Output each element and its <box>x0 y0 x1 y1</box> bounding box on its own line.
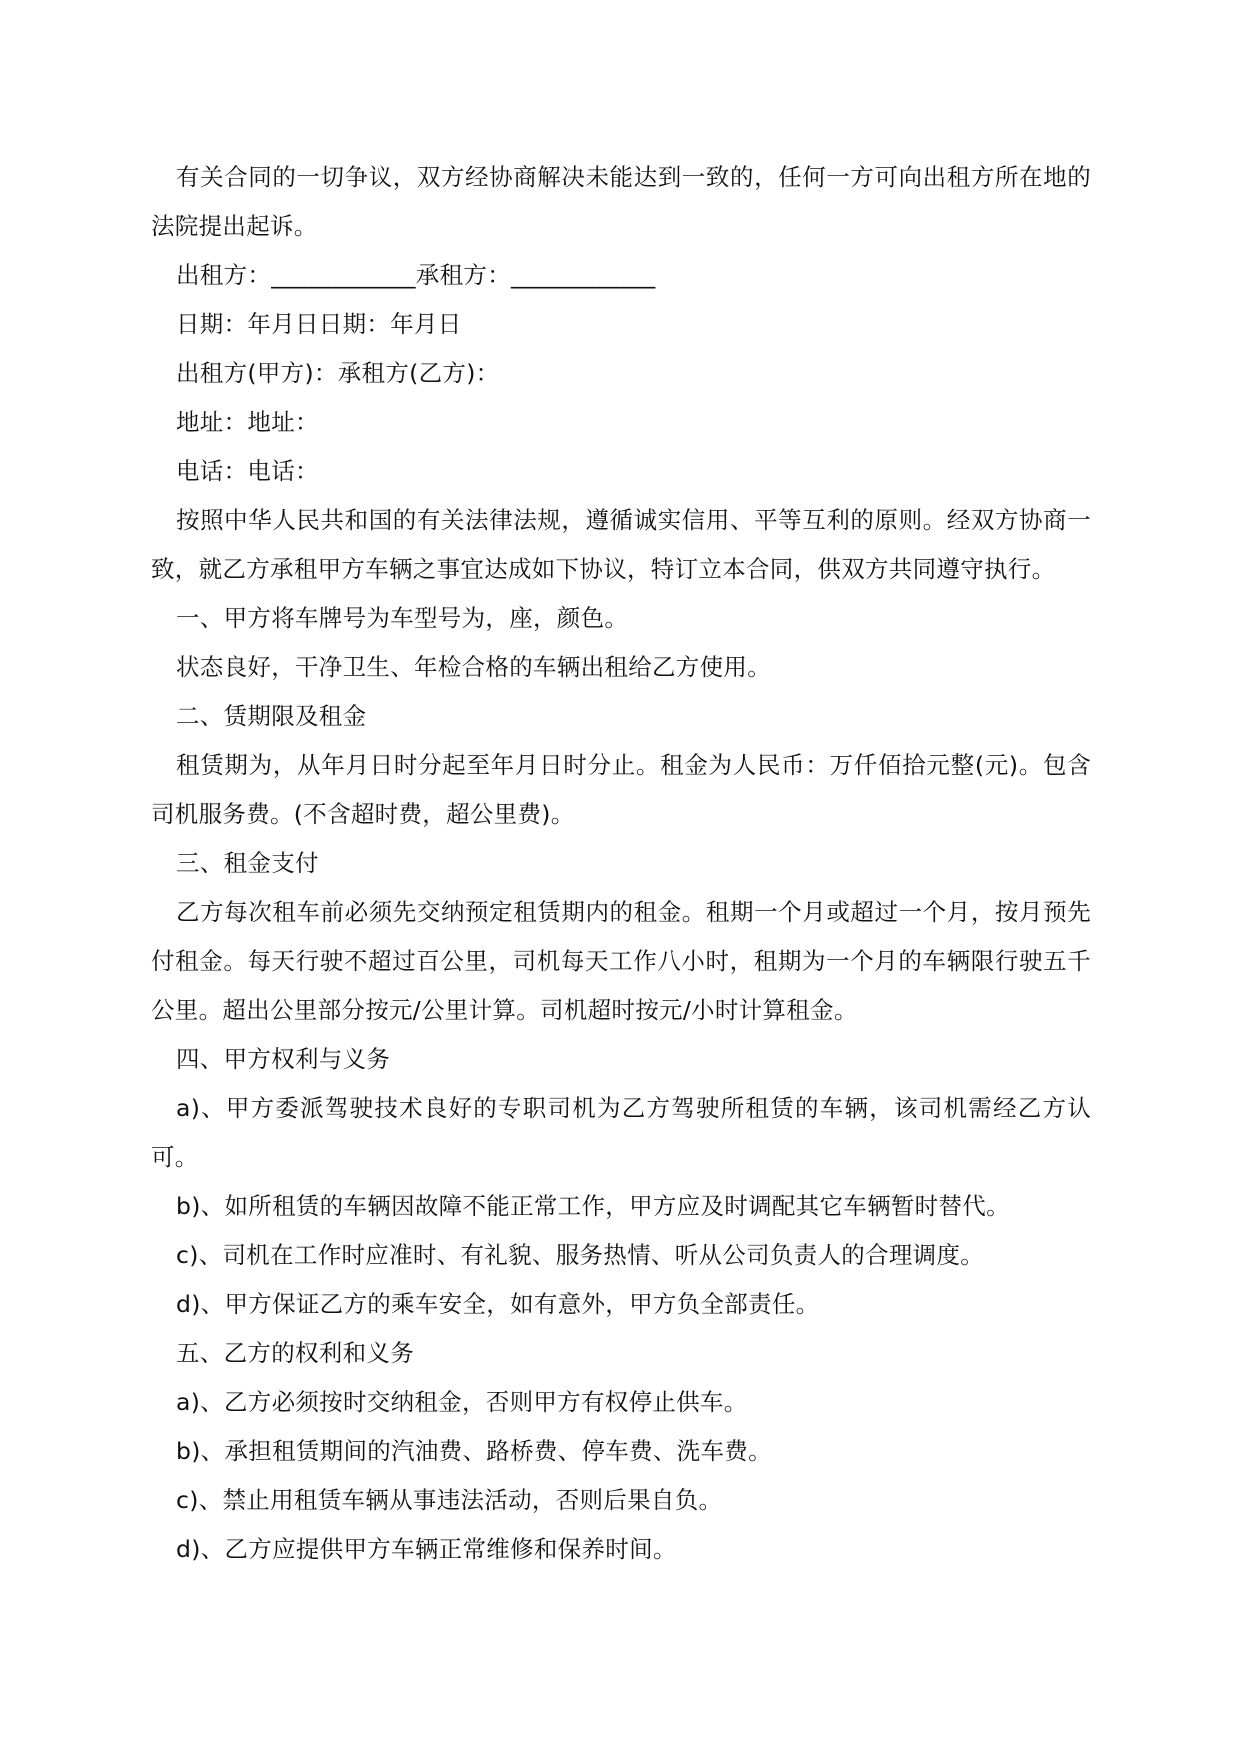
section-4-heading: 四、甲方权利与义务 <box>176 1045 391 1073</box>
clause-4b: b)、如所租赁的车辆因故障不能正常工作，甲方应及时调配其它车辆暂时替代。 <box>176 1192 1010 1220</box>
paragraph-payment: 乙方每次租车前必须先交纳预定租赁期内的租金。租期一个月或超过一个月，按月预先付租金。每天行驶不超过百公里，司机每天工作八小时，租期为一个月的车辆限行驶五千公里。超出公里部分按元/公里计算。司机超时按元/小时计算租金。 <box>151 898 1091 1024</box>
clause-5c: c)、禁止用租赁车辆从事违法活动，否则后果自负。 <box>176 1486 723 1514</box>
paragraph-parties: 出租方(甲方)：承租方(乙方)： <box>176 359 500 387</box>
clause-5d: d)、乙方应提供甲方车辆正常维修和保养时间。 <box>176 1535 677 1563</box>
clause-4c: c)、司机在工作时应准时、有礼貌、服务热情、听从公司负责人的合理调度。 <box>176 1241 985 1269</box>
paragraph-lease-term: 租赁期为，从年月日时分起至年月日时分止。租金为人民币：万仟佰拾元整(元)。包含司机服务费。(不含超时费，超公里费)。 <box>151 751 1091 828</box>
section-2-heading: 二、赁期限及租金 <box>176 702 367 730</box>
clause-5a: a)、乙方必须按时交纳租金，否则甲方有权停止供车。 <box>176 1388 748 1416</box>
section-1-heading: 一、甲方将车牌号为车型号为，座，颜色。 <box>176 604 629 632</box>
clause-4a: a)、甲方委派驾驶技术良好的专职司机为乙方驾驶所租赁的车辆，该司机需经乙方认可。 <box>151 1094 1091 1171</box>
document-body <box>151 153 1091 1574</box>
paragraph-preamble: 按照中华人民共和国的有关法律法规，遵循诚实信用、平等互利的原则。经双方协商一致，就乙方承租甲方车辆之事宜达成如下协议，特订立本合同，供双方共同遵守执行。 <box>151 506 1091 583</box>
clause-5b: b)、承担租赁期间的汽油费、路桥费、停车费、洗车费。 <box>176 1437 772 1465</box>
paragraph-dates: 日期：年月日日期：年月日 <box>176 310 462 338</box>
section-5-heading: 五、乙方的权利和义务 <box>176 1339 414 1367</box>
paragraph-address: 地址：地址： <box>176 408 319 436</box>
clause-4d: d)、甲方保证乙方的乘车安全，如有意外，甲方负全部责任。 <box>176 1290 820 1318</box>
paragraph-dispute: 有关合同的一切争议，双方经协商解决未能达到一致的，任何一方可向出租方所在地的法院提出起诉。 <box>151 163 1091 240</box>
section-3-heading: 三、租金支付 <box>176 849 319 877</box>
paragraph-phone: 电话：电话： <box>176 457 319 485</box>
paragraph-vehicle-condition: 状态良好，干净卫生、年检合格的车辆出租给乙方使用。 <box>176 653 771 681</box>
paragraph-signatures: 出租方：____________承租方：____________ <box>176 261 656 289</box>
